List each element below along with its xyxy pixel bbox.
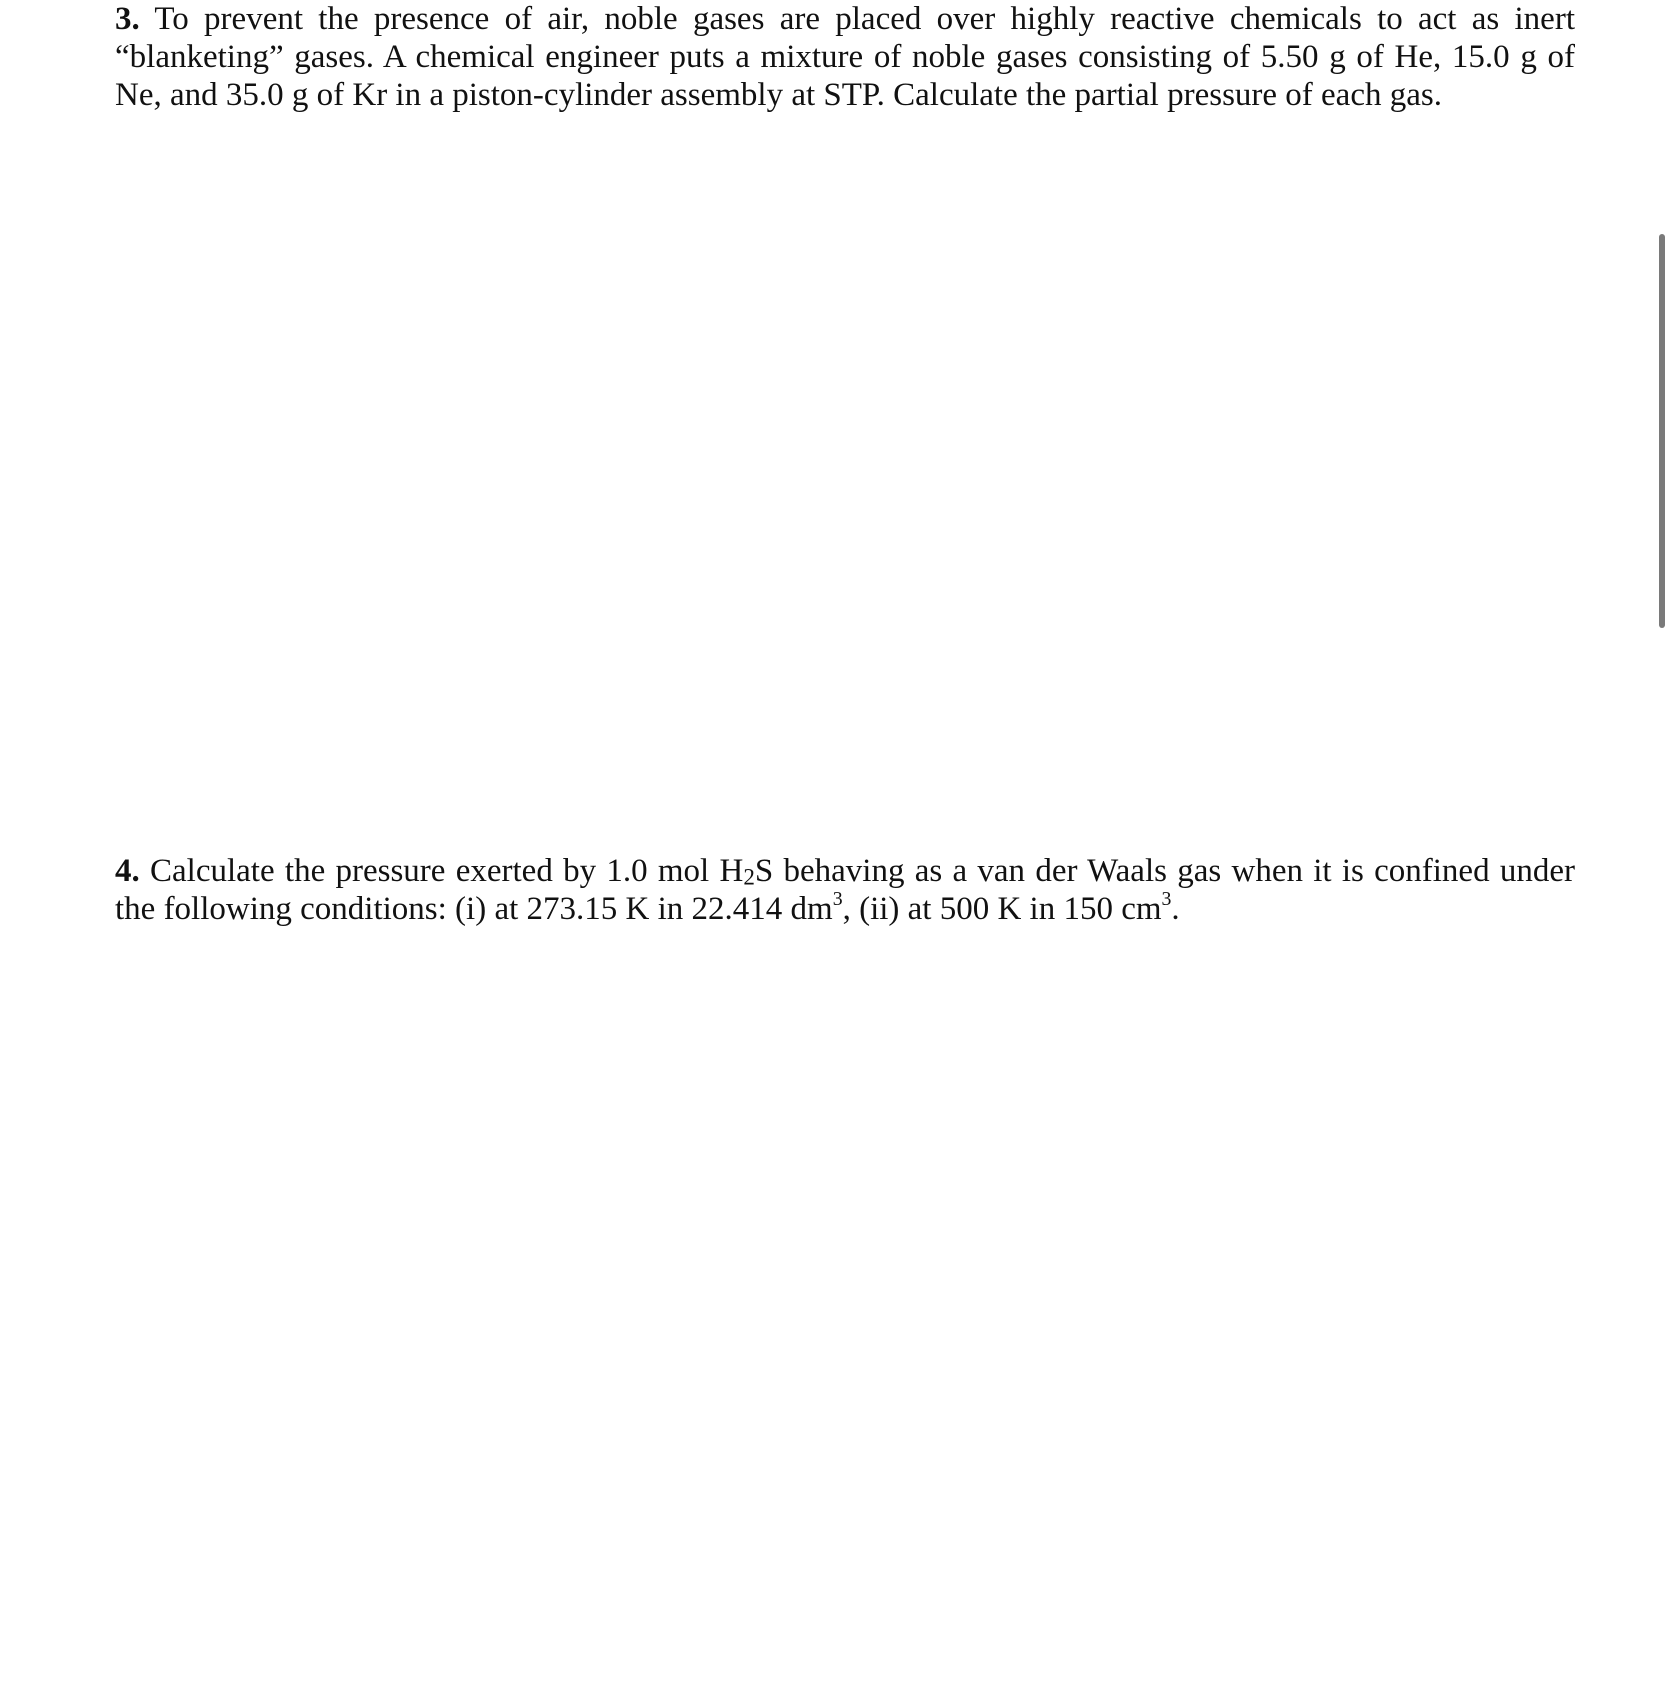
problem-4-text-1a: Calculate the pressure exerted by 1.0 mol H [139,853,744,889]
problem-4-number: 4. [115,853,140,889]
problem-4-text-2c: . [1171,891,1180,927]
problem-3 [115,0,1575,114]
problem-3-text-line-1: To prevent the presence of air, noble gases are placed over highly reactive chemicals to act as inert [139,1,1575,37]
problem-3-line-2: “blanketing” gases. A chemical engineer puts a mixture of noble gases consisting of 5.50 g of He, 15.0 g of [115,39,1575,75]
problem-4-text-2a: the following conditions: (i) at 273.15 K in 22.414 dm [115,891,833,927]
problem-4 [115,852,1575,928]
problem-4-line-2 [115,890,1575,928]
problem-4-text-1b: S behaving as a van der Waals gas when it is confined under [754,853,1575,889]
problem-3-line-3: Ne, and 35.0 g of Kr in a piston-cylinder assembly at STP. Calculate the partial pressure of each gas. [115,77,1442,113]
cm3-superscript: 3 [1161,888,1172,911]
problem-4-text-2b: , (ii) at 500 K in 150 cm [842,891,1162,927]
problem-3-number: 3. [115,1,140,37]
h2s-subscript: 2 [743,863,755,890]
problem-4-line-1 [115,852,1575,890]
problem-3-line-1 [115,0,1575,38]
dm3-superscript: 3 [832,888,843,911]
vertical-scrollbar[interactable] [1659,234,1665,628]
